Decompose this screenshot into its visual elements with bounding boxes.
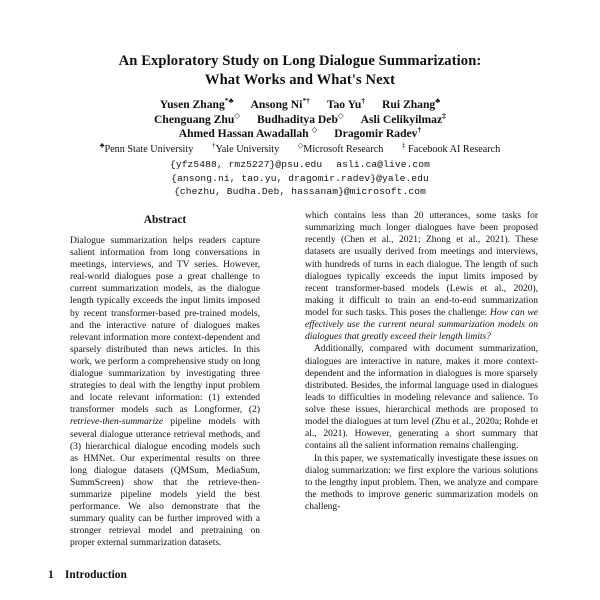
author-ansong-ni: Ansong Ni*† <box>250 96 310 111</box>
affiliation-row <box>30 143 570 157</box>
author-marks: † <box>361 96 366 106</box>
abstract-text-1: Dialogue summarization helps readers capture salient information from long conversations in meetings, interviews, and TV series. However, real-world dialogues pose a great challenge to current summarization models, as the dialogue length typically exceeds the input limits imposed by recent transformer-based pre-trained models, and the interactive nature of dialogues makes relevant information more context-dependent and sparsely distributed than news articles. In this work, we perform a comprehensive study on long dialogue summarization by investigating three strategies to deal with the lengthy input problem and locate relevant information: (1) extended transformer models such as Longformer, (2) <box>70 236 260 416</box>
author-row-2 <box>30 110 570 128</box>
email-psu: {yfz5488, rmz5227}@psu.edu <box>169 159 323 170</box>
email-line-3: {chezhu, Budha.Deb, hassanam}@microsoft.com <box>174 186 426 198</box>
right-column <box>305 210 538 513</box>
intro-paragraph-3: In this paper, we systematically investigate these issues on dialog summarization: we first explore the various solutions to the lengthy input problem. Then, we analyze and compare the methods to improve generic summarization models on challeng- <box>305 453 538 512</box>
author-marks: ◇ <box>337 110 344 120</box>
affiliation-mark: ‡ <box>401 141 406 150</box>
author-budhaditya-deb: Budhaditya Deb◇ <box>257 110 344 126</box>
title-line-1: An Exploratory Study on Long Dialogue Summarization: <box>118 53 482 69</box>
author-ahmed-hassan-awadallah: Ahmed Hassan Awadallah ◇ <box>178 125 318 141</box>
author-marks: † <box>417 125 422 135</box>
affiliation-facebook: ‡ Facebook AI Research <box>401 141 501 155</box>
author-marks: *† <box>302 96 310 106</box>
author-marks: ◇ <box>311 125 318 135</box>
author-yusen-zhang: Yusen Zhang*♣ <box>159 96 234 111</box>
author-row-3 <box>30 127 570 142</box>
title-line-2: What Works and What's Next <box>204 72 396 88</box>
author-block <box>30 98 570 157</box>
email-line-2: {ansong.ni, tao.yu, dragomir.radev}@yale.edu <box>171 172 429 184</box>
affiliation-mark: ◇ <box>297 141 304 150</box>
author-marks: *♣ <box>224 96 234 106</box>
email-line-1 <box>30 158 570 172</box>
affiliation-mark: † <box>211 141 216 150</box>
author-marks: ‡ <box>442 110 446 120</box>
abstract-text-2: pipeline models with several dialogue utterance retrieval methods, and (3) hierarchical dialogue encoding models such as HMNet. Our experimental results on three long dialogue datasets (QMSum, MediaSum, SummScreen) show that the retrieve-then-summarize pipeline models yield the best performance. We also demonstrate that the summary quality can be further improved with a stronger retrieval model and pretraining on proper external summarization datasets. <box>70 417 260 549</box>
author-marks: ♣ <box>435 96 441 106</box>
author-tao-yu: Tao Yu† <box>326 96 366 111</box>
author-asli-celikyilmaz: Asli Celikyilmaz‡ <box>360 110 446 126</box>
abstract-paragraph <box>70 235 260 549</box>
email-block <box>30 158 570 199</box>
abstract-body <box>70 235 260 549</box>
section-title: Introduction <box>65 569 127 582</box>
author-rui-zhang: Rui Zhang♣ <box>382 96 441 111</box>
author-chenguang-zhu: Chenguang Zhu◇ <box>154 110 241 126</box>
section-number: 1 <box>48 569 54 582</box>
affiliation-penn-state: ♣Penn State University <box>99 141 194 155</box>
abstract-section <box>70 214 260 549</box>
section-heading-introduction <box>48 569 277 581</box>
author-row-1 <box>30 98 570 113</box>
email-live: asli.ca@live.com <box>336 159 430 170</box>
intro-par1-text: which contains less than 20 utterances, some tasks for summarizing much longer dialogues have been proposed recently (Chen et al., 2021; Zhong et al., 2021). These datasets are usually derived from meetings and interviews, with hundreds of turns in each dialogue. The length of such dialogues typically exceeds the input limits imposed by recent transformer-based models (Lewis et al., 2020), making it difficult to train an end-to-end summarization model for such tasks. This poses the challenge: <box>305 211 538 318</box>
author-marks: ◇ <box>234 110 241 120</box>
left-column <box>48 214 277 581</box>
intro-paragraph-2: Additionally, compared with document summarization, dialogues are interactive in nature, makes it more context-dependent and the information in dialogues is more sparsely distributed. Besides, the informal language used in dialogues leads to difficulties in modeling relevance and salience. To solve these issues, hierarchical methods are proposed to model the dialogues at turn level (Zhu et al., 2020a; Rohde et al., 2021). However, generating a short summary that contains all the salient information remains challenging. <box>305 344 538 452</box>
intro-paragraph-continued <box>305 210 538 343</box>
page-title <box>48 52 552 90</box>
affiliation-mark: ♣ <box>99 141 105 150</box>
affiliation-yale: †Yale University <box>211 141 280 155</box>
affiliation-microsoft: ◇Microsoft Research <box>297 141 384 155</box>
author-dragomir-radev: Dragomir Radev† <box>334 125 422 141</box>
abstract-heading: Abstract <box>143 214 187 226</box>
research-question: How can we effectively use the current neural summarization models on dialogues that greatly exceed their length limits? <box>305 308 538 343</box>
abstract-italic-phrase: retrieve-then-summarize <box>70 417 164 428</box>
